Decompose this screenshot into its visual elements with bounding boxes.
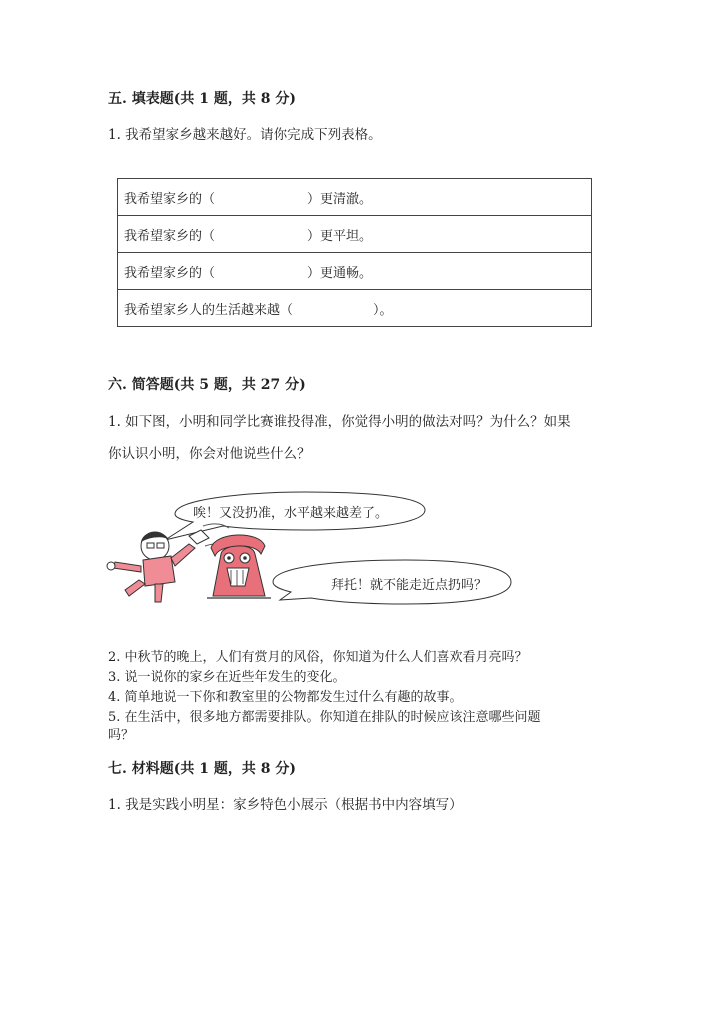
section5-question: 1. 我希望家乡越来越好。请你完成下列表格。: [108, 127, 382, 143]
table-cell: [118, 179, 592, 216]
row-suffix: ）更平坦。: [307, 228, 373, 244]
section7-question: 1. 我是实践小明星：家乡特色小展示（根据书中内容填写）: [108, 797, 463, 813]
table-row: [118, 290, 592, 327]
section6-title: 六. 简答题(共 5 题，共 27 分): [108, 377, 306, 393]
section6-q1-line1: 1. 如下图，小明和同学比赛谁投得准，你觉得小明的做法对吗？为什么？如果: [108, 414, 571, 430]
fill-table: [117, 178, 592, 327]
speech-bubble-1-text: 唉！又没扔准，水平越来越差了。: [193, 506, 389, 521]
boy-figure: [107, 532, 195, 602]
row-prefix: 我希望家乡人的生活越来越（: [124, 302, 294, 318]
row-prefix: 我希望家乡的（: [124, 228, 216, 244]
section6-q2: 2. 中秋节的晚上，人们有赏月的风俗，你知道为什么人们喜欢看月亮吗？: [108, 650, 528, 665]
row-suffix: ）更清澈。: [307, 191, 373, 207]
section6-q3: 3. 说一说你的家乡在近些年发生的变化。: [108, 670, 346, 685]
section7-title: 七. 材料题(共 1 题，共 8 分): [108, 761, 296, 777]
section6-q4: 4. 简单地说一下你和教室里的公物都发生过什么有趣的故事。: [108, 690, 463, 705]
row-suffix: ）。: [373, 302, 393, 318]
section6-q5-line1: 5. 在生活中，很多地方都需要排队。你知道在排队的时候应该注意哪些问题: [108, 710, 541, 725]
section6-q1-line2: 你认识小明，你会对他说些什么？: [108, 446, 311, 462]
row-suffix: ）更通畅。: [307, 265, 373, 281]
row-prefix: 我希望家乡的（: [124, 191, 216, 207]
table-row: [118, 179, 592, 216]
table-cell: [118, 253, 592, 290]
section6-q5-line2: 吗？: [108, 728, 135, 743]
speech-bubble-2-text: 拜托！就不能走近点扔吗？: [331, 578, 488, 593]
table-cell: [118, 216, 592, 253]
row-prefix: 我希望家乡的（: [124, 265, 216, 281]
table-cell: [118, 290, 592, 327]
table-row: [118, 253, 592, 290]
trash-bin-figure: [207, 535, 271, 598]
table-row: [118, 216, 592, 253]
section5-title: 五. 填表题(共 1 题，共 8 分): [108, 91, 296, 107]
